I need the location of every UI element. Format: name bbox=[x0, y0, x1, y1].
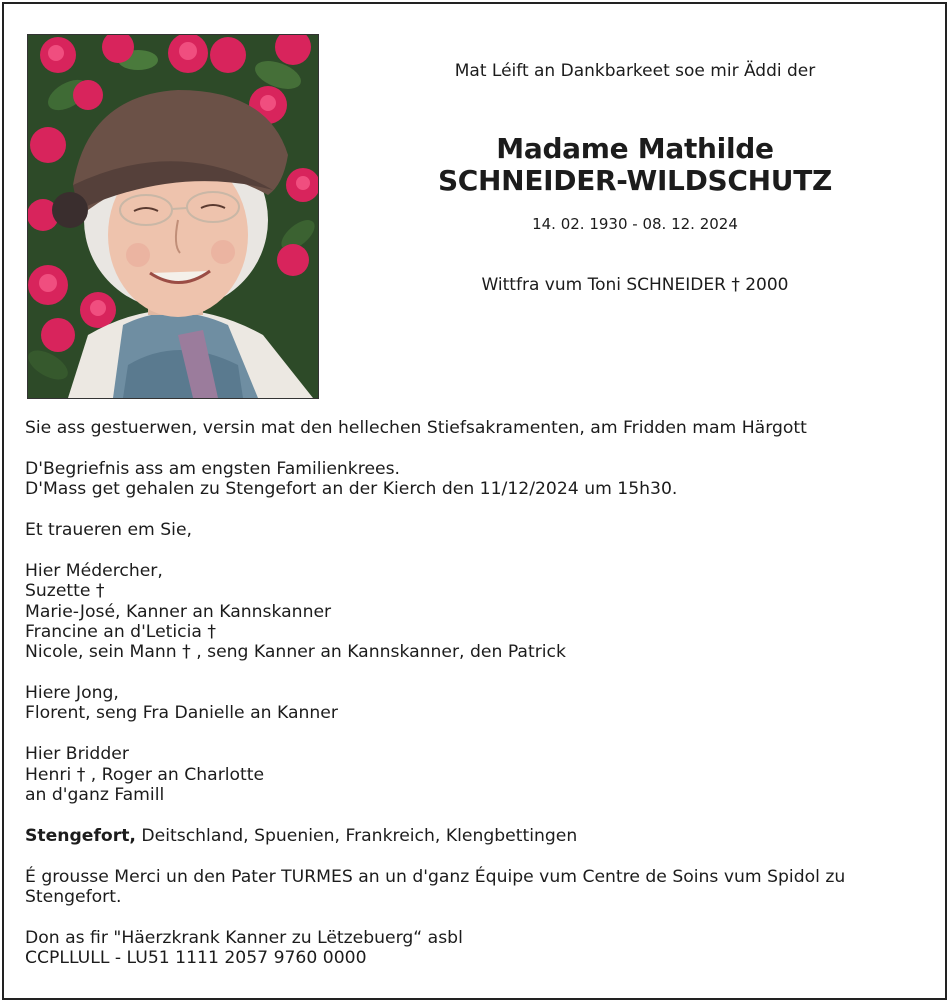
son-line: Florent, seng Fra Danielle an Kanner bbox=[25, 703, 338, 724]
funeral-line-1: D'Begriefnis ass am engsten Familienkrees. bbox=[25, 458, 401, 479]
mourners-intro: Et traueren em Sie, bbox=[25, 519, 192, 540]
son-heading: Hiere Jong, bbox=[25, 683, 119, 704]
places-bold: Stengefort, bbox=[25, 825, 136, 846]
notice-body bbox=[25, 418, 925, 969]
donation-line-2: CCPLLULL - LU51 1111 2057 9760 0000 bbox=[25, 948, 367, 969]
places-line bbox=[25, 826, 925, 846]
deceased-name-line2: SCHNEIDER-WILDSCHUTZ bbox=[437, 164, 833, 197]
places-rest: Deitschland, Spuenien, Frankreich, Klengbettingen bbox=[135, 825, 578, 846]
daughters-line: Suzette † bbox=[25, 581, 105, 602]
funeral-line-2: D'Mass get gehalen zu Stengefort an der Kierch den 11/12/2024 um 15h30. bbox=[25, 479, 678, 500]
thanks-line-2: Stengefort. bbox=[25, 886, 122, 907]
life-dates: 14. 02. 1930 - 08. 12. 2024 bbox=[532, 215, 738, 233]
widow-of-text: Wittfra vum Toni SCHNEIDER † 2000 bbox=[481, 275, 789, 295]
portrait-photo bbox=[27, 34, 319, 399]
daughters-line: Nicole, sein Mann † , seng Kanner an Kannskanner, den Patrick bbox=[25, 642, 566, 663]
brothers-heading: Hier Bridder bbox=[25, 744, 129, 765]
daughters-line: Francine an d'Leticia † bbox=[25, 621, 216, 642]
brothers-line: an d'ganz Famill bbox=[25, 785, 165, 806]
intro-text: Mat Léift an Dankbarkeet soe mir Äddi der bbox=[454, 61, 816, 81]
thanks-line-1: É grousse Merci un den Pater TURMES an un d'ganz Équipe vum Centre de Soins vum Spidol zu bbox=[25, 866, 846, 887]
death-paragraph: Sie ass gestuerwen, versin mat den hellechen Stiefsakramenten, am Fridden mam Härgott bbox=[25, 418, 807, 438]
brothers-line: Henri † , Roger an Charlotte bbox=[25, 764, 265, 785]
daughters-heading: Hier Médercher, bbox=[25, 560, 163, 581]
daughters-line: Marie-José, Kanner an Kannskanner bbox=[25, 601, 332, 622]
deceased-name-line1: Madame Mathilde bbox=[496, 132, 774, 165]
donation-line-1: Don as fir "Häerzkrank Kanner zu Lëtzebuerg“ asbl bbox=[25, 927, 463, 948]
